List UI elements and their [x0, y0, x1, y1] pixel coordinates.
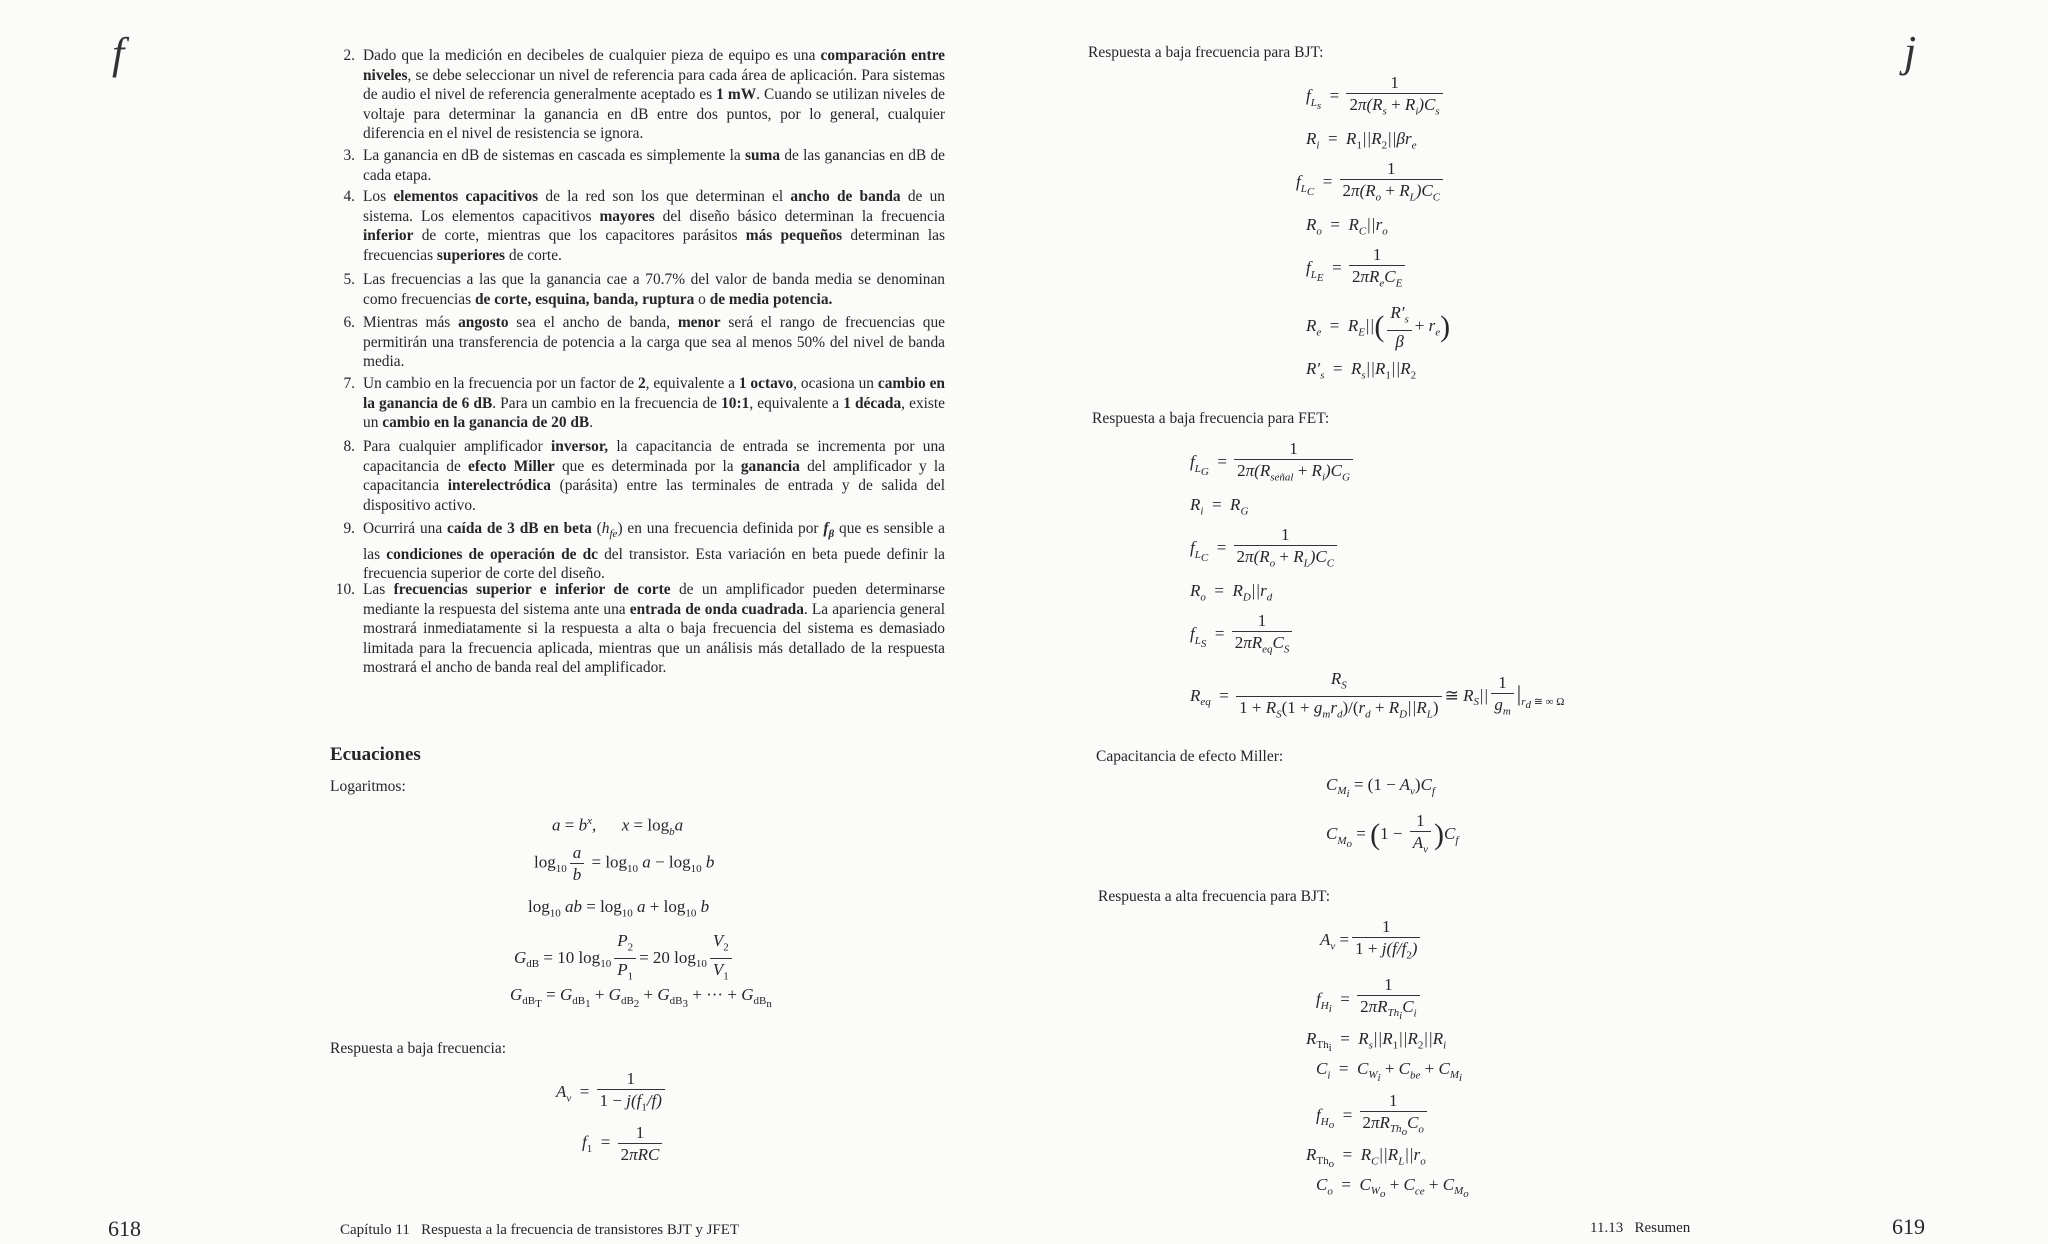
eq-fls-bjt: $f_{L_s}$ = $\frac{1}{2\pi(R_s + R_i)C_s}$ — [1306, 72, 1446, 122]
list-item-number: 5. — [343, 271, 355, 288]
footer-section: 11.13 Resumen — [1590, 1220, 1691, 1236]
eq-f1: $f_1$ = 1 2πRC — [582, 1122, 665, 1165]
list-item-number: 6. — [343, 314, 355, 331]
list-item-number: 7. — [343, 375, 355, 392]
list-item — [325, 187, 945, 265]
eq-fle-bjt: $f_{L_E}$ = 1 $2\pi R_eC_E$ — [1306, 244, 1408, 294]
eq-log-quotient: $\log_{10}$ $\frac{a}{b}$ = $\log_{10} a - \log_{10} b$ — [534, 843, 715, 884]
equations-heading: Ecuaciones — [330, 744, 421, 765]
list-item — [325, 580, 945, 678]
list-item — [325, 374, 945, 433]
eq-cmi: $C_{M_i} = (1 - A_v)C_f$ — [1326, 775, 1435, 801]
margin-mark-left: f — [112, 29, 125, 78]
list-item-text: Ocurrirá una caída de 3 dB en beta $(h_{fe})$ en una frecuencia definida por $f_\beta$ que es sensible a las condiciones de operación de dc del transistor. Esta variación en beta puede definir la frecuencia superior de corte del diseño. — [363, 520, 945, 583]
list-item-number: 9. — [343, 520, 355, 537]
eq-fhi: $f_{H_i}$ = 1 $2\pi R_{Th_i}C_i$ — [1316, 974, 1423, 1028]
eq-co: $C_o = C_{W_o} + C_{ce} + C_{M_o}$ — [1316, 1175, 1469, 1201]
list-item-text: Los elementos capacitivos de la red son los que determinan el ancho de banda de un sistema. Los elementos capacitivos mayores del diseño básico determinan la frecuencia inferior de corte, mientras que los capacitores parásitos más pequeños determinan las frecuencias superiores de corte. — [363, 188, 945, 264]
eq-fho: $f_{H_o}$ = 1 $2\pi R_{Th_o}C_o$ — [1316, 1090, 1430, 1144]
list-item-text: Dado que la medición en decibeles de cualquier pieza de equipo es una comparación entre niveles, se debe seleccionar un nivel de referencia para cada área de aplicación. Para sistemas de audio el nivel de referencia generalmente aceptado es 1 mW. Cuando se utilizan niveles de voltaje para determinar la ganancia en dB entre dos puntos, por lo general, cualquier diferencia en el nivel de resistencia se ignora. — [363, 47, 945, 143]
eq-av-high: $A_v$ = $\frac{1}{1 + j(f/f_2)}$ — [1320, 916, 1423, 966]
bjt-high-label: Respuesta a alta frecuencia para BJT: — [1098, 888, 1331, 905]
eq-log-product: $\log_{10}$ ab = $\log_{10} a + \log_{10} b$ — [528, 897, 710, 920]
eq-re-bjt: $R_e = R_E||$( $\frac{R'_s}{\beta}$ + $r_e$) — [1306, 303, 1451, 352]
eq-rtho: $R_{Th_o} = R_C||R_L||r_o$ — [1306, 1145, 1426, 1171]
list-item-text: Un cambio en la frecuencia por un factor de 2, equivalente a 1 octavo, ocasiona un cambio en la ganancia de 6 dB. Para un cambio en la frecuencia de 10:1, equivalente a 1 década, existe un cambio en la ganancia de 20 dB. — [363, 375, 946, 432]
eq-req-fet: $R_{eq}$ = $R_S$ $1 + R_S(1 + g_mr_d)/(r_d + R_D||R_L)$ ≅ $R_S||$ $\frac{1}{g_m}$ $|_{r_d ≅ \infty \Omega}$ — [1190, 669, 1565, 721]
eq-flc-fet: $f_{L_C}$ = $\frac{1}{2\pi(R_o + R_L)C_C}$ — [1190, 524, 1340, 574]
list-item — [325, 46, 945, 144]
margin-mark-right: j — [1904, 27, 1917, 76]
eq-ri-bjt: $R_i = R_1||R_2||\beta r_e$ — [1306, 129, 1417, 152]
eq-cmo: $C_{M_o} = (1$ − $\frac{1}{A_v}$ )$C_f$ — [1326, 811, 1459, 856]
list-item-number: 4. — [343, 188, 355, 205]
list-item — [325, 270, 945, 309]
eq-ci: $C_i = C_{W_i} + C_{be} + C_{M_i}$ — [1316, 1059, 1463, 1085]
eq-av-low: $A_v$ = $\frac{1}{1 - j(f_1/f)}$ — [556, 1068, 668, 1118]
eq-ro-fet: $R_o = R_D||r_d$ — [1190, 581, 1273, 604]
eq-ri-fet: $R_i = R_G$ — [1190, 495, 1249, 518]
list-item — [325, 146, 945, 185]
list-item — [325, 313, 945, 372]
list-item-text: Mientras más angosto sea el ancho de banda, menor será el rango de frecuencias que permitirán una transferencia de potencia a la carga que sea al menos 50% del nivel de banda media. — [363, 314, 946, 371]
list-item-number: 8. — [343, 438, 355, 455]
list-item-number: 3. — [343, 147, 355, 164]
eq-rthi: $R_{Th_i} = R_s||R_1||R_2||R_i$ — [1306, 1029, 1447, 1055]
eq-log-definition: $a = b^x$, $x = \log_ba$ — [552, 815, 684, 839]
page-number-right: 619 — [1892, 1214, 1925, 1239]
list-item-number: 10. — [335, 581, 355, 598]
bjt-low-label: Respuesta a baja frecuencia para BJT: — [1088, 44, 1324, 61]
list-item-text: Para cualquier amplificador inversor, la capacitancia de entrada se incrementa por una capacitancia de efecto Miller que es determinada por la ganancia del amplificador y la capacitancia interelectródica (parásita) entre las terminales de entrada y de salida del dispositivo activo. — [363, 438, 945, 514]
eq-flc-bjt: $f_{L_C}$ = $\frac{1}{2\pi(R_o + R_L)C_C}$ — [1296, 158, 1446, 208]
list-item-number: 2. — [343, 47, 355, 64]
logarithms-label: Logaritmos: — [330, 778, 406, 795]
eq-ro-bjt: $R_o = R_C||r_o$ — [1306, 215, 1388, 238]
page-number-left: 618 — [108, 1216, 141, 1241]
fet-low-label: Respuesta a baja frecuencia para FET: — [1092, 410, 1330, 427]
eq-flg-fet: $f_{L_G}$ = 1 $2\pi(R_{señal} + R_i)C_G$ — [1190, 438, 1356, 488]
low-frequency-label: Respuesta a baja frecuencia: — [330, 1040, 507, 1057]
footer-chapter: Capítulo 11 Respuesta a la frecuencia de transistores BJT y JFET — [340, 1222, 740, 1238]
eq-gain-cascade: $G_{dB_T} = G_{dB_1} + G_{dB_2} + G_{dB_3}$ + ··· + $G_{dB_n}$ — [510, 985, 772, 1011]
list-item — [325, 437, 945, 515]
eq-rs-prime: $R'_s = R_s||R_1||R_2$ — [1306, 359, 1417, 382]
eq-fls-fet: $f_{L_S}$ = 1 $2\pi R_{eq}C_S$ — [1190, 610, 1295, 660]
list-item-text: La ganancia en dB de sistemas en cascada es simplemente la suma de las ganancias en dB de cada etapa. — [363, 147, 945, 184]
list-item-text: Las frecuencias superior e inferior de corte de un amplificador pueden determinarse mediante la respuesta del sistema ante una entrada de onda cuadrada. La apariencia general mostrará inmediatamente si la respuesta a alta o baja frecuencia del sistema es demasiado limitada para la frecuencia aplicada, mientras que un análisis más detallado de la respuesta mostrará el ancho de banda real del amplificador. — [363, 581, 945, 677]
list-item — [325, 519, 945, 584]
list-item-text: Las frecuencias a las que la ganancia cae a 70.7% del valor de banda media se denominan como frecuencias de corte, esquina, banda, ruptura o de media potencia. — [363, 271, 945, 308]
eq-gain-db: $G_{dB} = 10$ $\log_{10}$ $\frac{P_2}{P_1}$ = 20 $\log_{10}$ $\frac{V_2}{V_1}$ — [514, 930, 735, 988]
miller-label: Capacitancia de efecto Miller: — [1096, 748, 1284, 765]
